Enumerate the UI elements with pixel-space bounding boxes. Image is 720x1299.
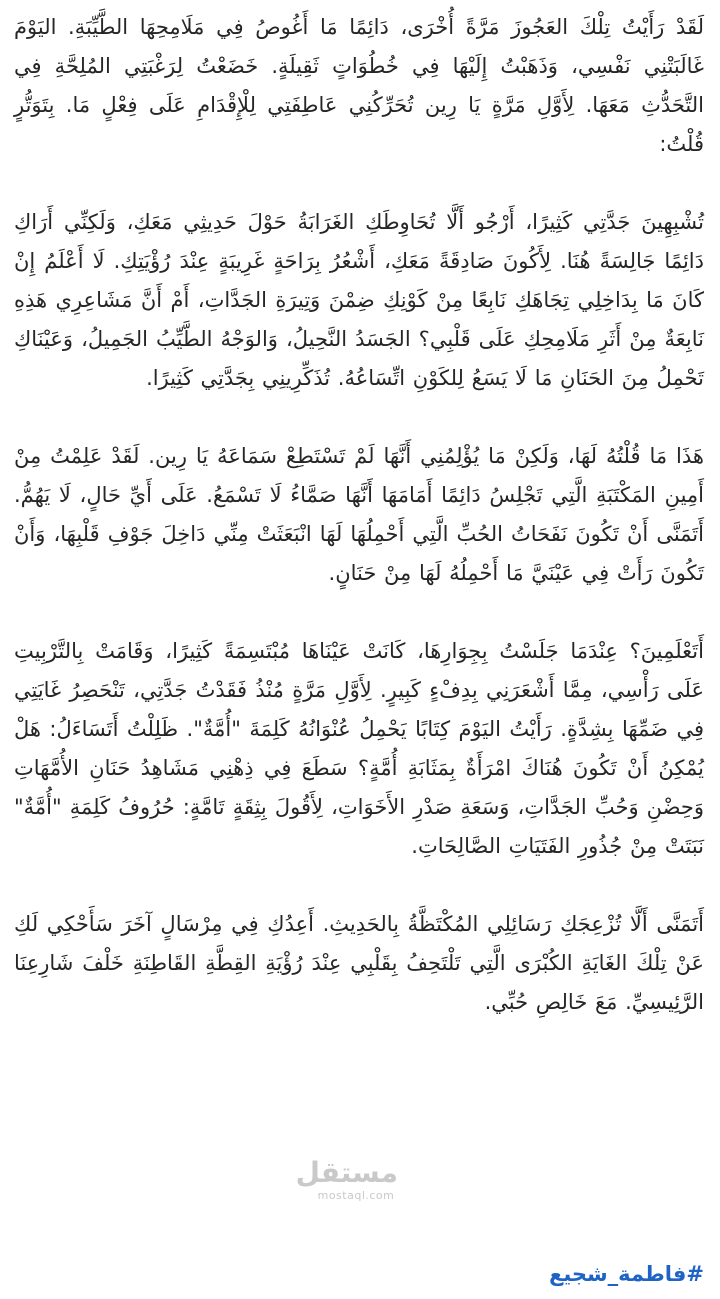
paragraph-3: هَذَا مَا قُلْتُهُ لَهَا، وَلَكِنْ مَا يُؤْلِمُنِي أَنَّهَا لَمْ تَسْتَطِعْ سَمَاعَهُ يَا رِين. لَقَدْ عَلِمْتُ مِنْ أَمِينِ المَكْتَبَةِ الَّتِي تَجْلِسُ دَائِمًا أَمَامَهَا أَنَّهَا صَمَّاءُ لَا تَسْمَعُ. عَلَى أَيِّ حَالٍ، لَا يَهُمُّ. أَتَمَنَّى أَنْ تَكُونَ نَفَحَاتُ الحُبِّ الَّتِي أَحْمِلُهَا لَهَا انْبَعَثَتْ مِنِّي دَاخِلَ جَوْفِ قَلْبِهَا، وَأَنْ تَكُونَ رَأَتْ فِي عَيْنَيَّ مَا أَحْمِلُهُ لَهَا مِنْ حَنَانٍ.: [14, 444, 704, 585]
paragraph-4: أَتَعْلَمِينَ؟ عِنْدَمَا جَلَسْتُ بِجِوَارِهَا، كَانَتْ عَيْنَاهَا مُبْتَسِمَةً كَثِيرًا، وَقَامَتْ بِالتَّرْبِيتِ عَلَى رَأْسِي، مِمَّا أَشْعَرَنِي بِدِفْءٍ كَبِيرٍ. لِأَوَّلِ مَرَّةٍ مُنْذُ فَقَدْتُ جَدَّتِي، تَنْحَصِرُ غَايَتِي فِي ضَمِّهَا بِشِدَّةٍ. رَأَيْتُ اليَوْمَ كِتَابًا يَحْمِلُ عُنْوَانُهُ كَلِمَةَ "أُمَّةٌ". ظَلِلْتُ أَتَسَاءَلُ: هَلْ يُمْكِنُ أَنْ تَكُونَ هُنَاكَ امْرَأَةٌ بِمَثَابَةِ أُمَّةٍ؟ سَطَعَ فِي ذِهْنِي مَشَاهِدُ حَنَانِ الأُمَّهَاتِ وَحِضْنِ وَحُبِّ الجَدَّاتِ، وَسَعَةِ صَدْرِ الأَخَوَاتِ، لِأَقُولَ بِثِقَةٍ تَامَّةٍ: حُرُوفُ كَلِمَةِ "أُمَّةٌ" نَبَتَتْ مِنْ جُذُورِ الفَتَيَاتِ الصَّالِحَاتِ.: [14, 639, 704, 858]
watermark-url: mostaql.com: [317, 1189, 395, 1202]
paragraph-2: تُشْبِهِينَ جَدَّتِي كَثِيرًا، أَرْجُو أَلَّا تُحَاوِطَكِ الغَرَابَةُ حَوْلَ حَدِيثِي مَعَكِ، وَلَكِنِّي أَرَاكِ دَائِمًا جَالِسَةً هُنَا. لِأَكُونَ صَادِقَةً مَعَكِ، أَشْعُرُ بِرَاحَةٍ غَرِيبَةٍ عِنْدَ رُؤْيَتِكِ. لَا أَعْلَمُ إِنْ كَانَ مَا بِدَاخِلِي تِجَاهَكِ نَابِعًا مِنْ كَوْنِكِ ضِمْنَ وَتِيرَةِ الجَدَّاتِ، أَمْ أَنَّ مَشَاعِرِي هَذِهِ نَابِعَةٌ مِنْ أَثَرِ مَلَامِحِكِ عَلَى قَلْبِي؟ الجَسَدُ النَّحِيلُ، وَالوَجْهُ الطَّيِّبُ الجَمِيلُ، وَعَيْنَاكِ تَحْمِلُ مِنَ الحَنَانِ مَا لَا يَسَعُ لِلكَوْنِ اتِّسَاعُهُ. تُذَكِّرِينِي بِجَدَّتِي كَثِيرًا.: [14, 210, 704, 390]
paragraph-5: أَتَمَنَّى أَلَّا تُزْعِجَكِ رَسَائِلِي المُكْتَظَّةُ بِالحَدِيثِ. أَعِدُكِ فِي مِرْسَالٍ آخَرَ سَأَحْكِي لَكِ عَنْ تِلْكَ الغَايَةِ الكُبْرَى الَّتِي تَلْتَحِفُ بِقَلْبِي عِنْدَ رُؤْيَةِ القِطَّةِ القَاطِنَةِ خَلْفَ شَارِعِنَا الرَّئِيسِيِّ. مَعَ خَالِصِ حُبِّي.: [14, 912, 704, 1014]
mostaql-watermark-logo: [295, 1156, 398, 1209]
author-hashtag-link[interactable]: #فاطمة_شجيع: [548, 1262, 704, 1286]
paragraph-1: لَقَدْ رَأَيْتُ تِلْكَ العَجُوزَ مَرَّةً أُخْرَى، دَائِمًا مَا أَغُوصُ فِي مَلَامِحِهَا الطَّيِّبَةِ. اليَوْمَ غَالَبَتْنِي نَفْسِي، وَذَهَبْتُ إِلَيْهَا فِي خُطُوَاتٍ ثَقِيلَةٍ. خَضَعْتُ لِرَغْبَتِي المُلِحَّةِ فِي التَّحَدُّثِ مَعَهَا. لِأَوَّلِ مَرَّةٍ يَا رِين تُحَرِّكُنِي عَاطِفَتِي لِلْإِقْدَامِ عَلَى فِعْلٍ مَا. بِتَوَتُّرٍ قُلْتُ:: [14, 15, 704, 156]
watermark-word: مستقل: [295, 1156, 398, 1189]
